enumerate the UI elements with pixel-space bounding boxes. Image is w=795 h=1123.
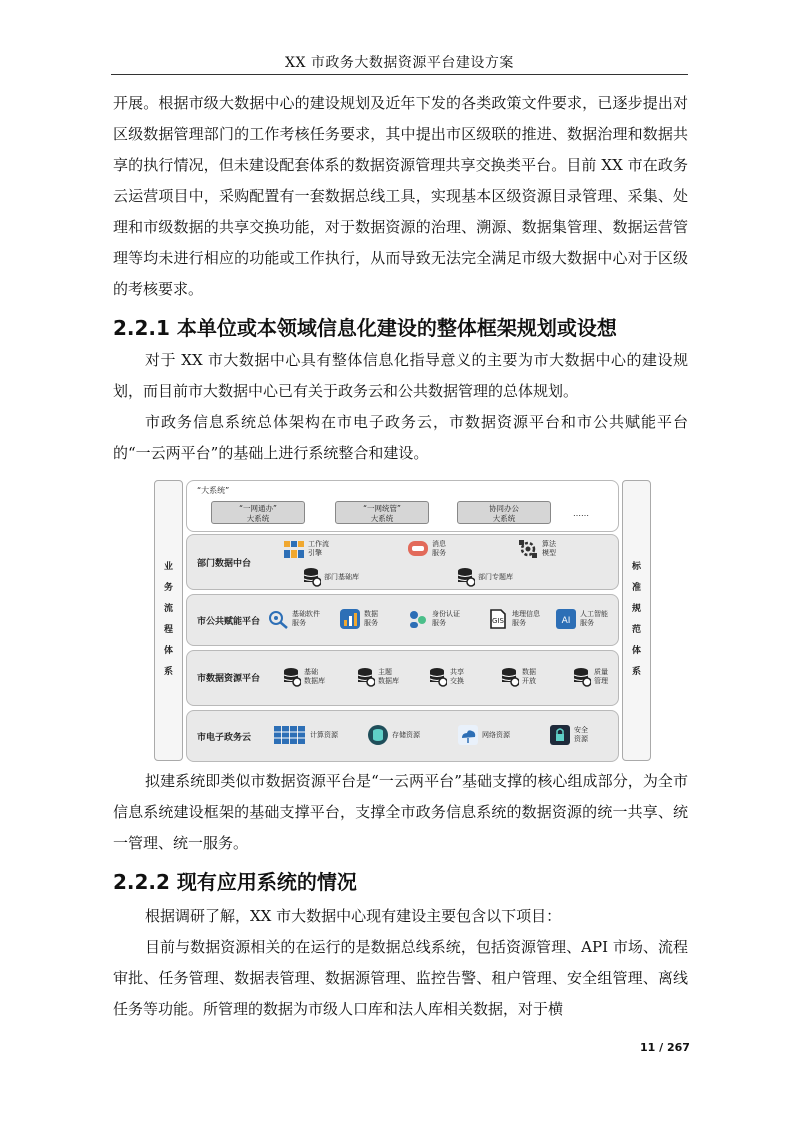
- database-icon: [283, 667, 301, 687]
- paragraph-planning: 对于 XX 市大数据中心具有整体信息化指导意义的主要为市大数据中心的建设规划，而目前市大数据中心已有关于政务云和公共数据管理的总体规划。: [113, 351, 688, 400]
- database-icon: [357, 667, 375, 687]
- ellipsis: ……: [573, 509, 589, 518]
- item-label: 服务: [512, 619, 526, 627]
- resource-item: [573, 667, 608, 687]
- item-label: 数据库: [378, 677, 399, 685]
- item-label: 数据: [364, 610, 378, 618]
- item-label: 服务: [432, 549, 446, 557]
- system-box: [457, 501, 551, 524]
- item-label: 工作流: [308, 540, 329, 548]
- item-label: 主题: [378, 668, 392, 676]
- item-label: 引擎: [308, 549, 322, 557]
- system-box-line1: 协同办公: [489, 504, 519, 513]
- security-resource-item: [549, 724, 588, 746]
- system-box: [211, 501, 305, 524]
- architecture-diagram: [154, 478, 650, 764]
- item-label: 数据: [522, 668, 536, 676]
- resource-item: [429, 667, 464, 687]
- header-divider: [111, 74, 688, 75]
- item-label: 共享: [450, 668, 464, 676]
- compute-icon: [273, 724, 307, 746]
- paragraph-architecture: 市政务信息系统总体架构在市电子政务云，市数据资源平台和市公共赋能平台的“一云两平台”的基础上进行系统整合和建设。: [113, 413, 688, 462]
- workflow-icon: [283, 538, 305, 560]
- big-system-row: [186, 480, 619, 532]
- section-heading-2-2-1: 2.2.1 本单位或本领域信息化建设的整体框架规划或设想: [113, 316, 617, 340]
- resource-item: [283, 667, 325, 687]
- item-label: 模型: [542, 549, 556, 557]
- public-platform-row: [186, 594, 619, 646]
- item-label: 服务: [292, 619, 306, 627]
- egov-cloud-title: 市电子政务云: [197, 733, 252, 743]
- dept-platform-title: 部门数据中台: [197, 559, 252, 569]
- ai-service-item: [555, 608, 608, 630]
- network-resource-item: [457, 724, 510, 746]
- svg-text:AI: AI: [561, 616, 571, 626]
- item-label: 部门专题库: [478, 572, 513, 581]
- item-label: 资源: [574, 735, 588, 743]
- algorithm-model-item: [517, 538, 556, 560]
- dept-data-platform-row: [186, 534, 619, 590]
- system-box: [335, 501, 429, 524]
- item-label: 计算资源: [310, 730, 338, 739]
- security-icon: [549, 724, 571, 746]
- item-label: 算法: [542, 540, 556, 548]
- storage-icon: [367, 724, 389, 746]
- software-service-item: [267, 608, 320, 630]
- system-box-line2: 大系统: [492, 514, 516, 523]
- paragraph-proposed-system: 拟建系统即类似市数据资源平台是“一云两平台”基础支撑的核心组成部分，为全市信息系统建设框架的基础支撑平台，支撑全市政务信息系统的数据资源的统一共享、统一管理、统一服务。: [113, 772, 688, 852]
- item-label: 人工智能: [580, 610, 608, 618]
- item-label: 消息: [432, 540, 446, 548]
- item-label: 服务: [364, 619, 378, 627]
- network-icon: [457, 724, 479, 746]
- system-box-line2: 大系统: [370, 514, 394, 523]
- item-label: 身份认证: [432, 610, 460, 618]
- paragraph-survey: 根据调研了解，XX 市大数据中心现有建设主要包含以下项目：: [145, 907, 562, 925]
- resource-item: [357, 667, 399, 687]
- resource-platform-row: [186, 650, 619, 706]
- database-icon: [457, 567, 475, 587]
- big-system-title: “大系统”: [197, 486, 230, 495]
- database-icon: [573, 667, 591, 687]
- item-label: 存储资源: [392, 730, 420, 739]
- message-icon: [407, 538, 429, 560]
- svg-text:GIS: GIS: [492, 617, 504, 625]
- item-label: 安全: [574, 726, 588, 734]
- storage-resource-item: [367, 724, 420, 746]
- resource-platform-title: 市数据资源平台: [197, 674, 261, 684]
- paragraph-continuation: 开展。根据市级大数据中心的建设规划及近年下发的各类政策文件要求，已逐步提出对区级数据管理部门的工作考核任务要求，其中提出市区级联的推进、数据治理和数据共享的执行情况，但未建设配套体系的数据资源管理共享交换类平台。目前 XX 市在政务云运营项目中，采购配置有一套数据总线工具，实现基本区级资源目录管理、采集、处理和市级数据的共享交换功能，对于数据资源的治理、溯源、数据集管理、数据运营管理等均未进行相应的功能或工作执行，从而导致无法完全满足市级大数据中心对于区级的考核要求。: [113, 94, 688, 298]
- item-label: 服务: [580, 619, 594, 627]
- algorithm-icon: [517, 538, 539, 560]
- standards-sidebar: [622, 480, 651, 761]
- map-icon: [487, 608, 509, 630]
- system-box-line1: “一网统管”: [363, 504, 401, 513]
- public-platform-title: 市公共赋能平台: [197, 617, 261, 627]
- business-process-sidebar: [154, 480, 183, 761]
- item-label: 开放: [522, 677, 536, 685]
- identity-icon: [407, 608, 429, 630]
- system-box-line2: 大系统: [246, 514, 270, 523]
- item-label: 基础软件: [292, 610, 320, 618]
- item-label: 数据库: [304, 677, 325, 685]
- data-service-icon: [339, 608, 361, 630]
- item-label: 服务: [432, 619, 446, 627]
- database-icon: [303, 567, 321, 587]
- database-icon: [429, 667, 447, 687]
- running-header: XX 市政务大数据资源平台建设方案: [285, 55, 514, 71]
- geo-service-item: [487, 608, 540, 630]
- paragraph-existing-systems: 目前与数据资源相关的在运行的是数据总线系统，包括资源管理、API 市场、流程审批、任务管理、数据表管理、数据源管理、监控告警、租户管理、安全组管理、离线任务等功能。所管理的数据为市级人口库和法人库相关数据，对于横: [113, 938, 688, 1018]
- compute-resource-item: [273, 724, 338, 746]
- business-process-label: 业 务 流 程 体 系: [163, 562, 173, 677]
- workflow-engine-item: [283, 538, 329, 560]
- resource-item: [501, 667, 536, 687]
- standards-label: 标 准 规 范 体 系: [631, 562, 641, 677]
- section-heading-2-2-2: 2.2.2 现有应用系统的情况: [113, 870, 357, 894]
- identity-service-item: [407, 608, 460, 630]
- item-label: 交换: [450, 677, 464, 685]
- item-label: 地理信息: [512, 610, 540, 618]
- item-label: 部门基础库: [324, 572, 359, 581]
- database-icon: [501, 667, 519, 687]
- egov-cloud-row: [186, 710, 619, 762]
- data-service-item: [339, 608, 378, 630]
- message-service-item: [407, 538, 446, 560]
- dept-topic-db-item: [457, 567, 513, 587]
- ai-icon: [555, 608, 577, 630]
- dept-base-db-item: [303, 567, 359, 587]
- software-icon: [267, 608, 289, 630]
- page-number: 11 / 267: [640, 1041, 690, 1054]
- item-label: 质量: [594, 668, 608, 676]
- item-label: 基础: [304, 668, 318, 676]
- item-label: 管理: [594, 677, 608, 685]
- item-label: 网络资源: [482, 730, 510, 739]
- system-box-line1: “一网通办”: [239, 504, 277, 513]
